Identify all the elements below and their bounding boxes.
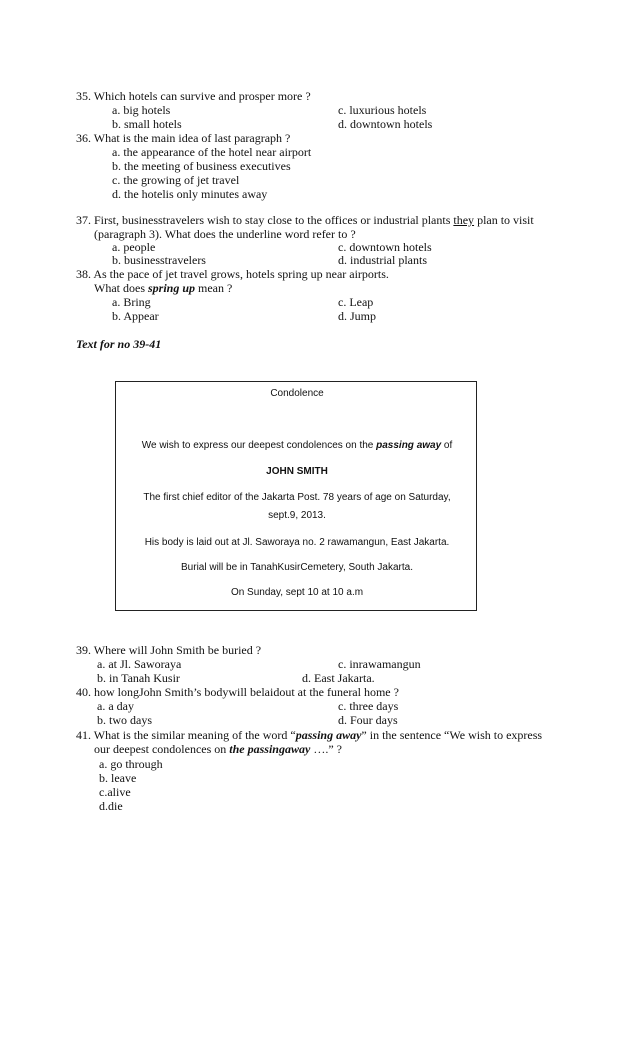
q38-option-d: d. Jump <box>338 309 377 323</box>
q36-option-b: b. the meeting of business executives <box>112 159 291 173</box>
condolence-notice <box>115 381 477 611</box>
q37-stem-line2: (paragraph 3). What does the underline word refer to ? <box>94 227 356 241</box>
q40-option-a: a. a day <box>97 699 134 713</box>
q35-stem: 35. Which hotels can survive and prosper more ? <box>76 89 311 103</box>
q38-stem: 38. As the pace of jet travel grows, hotels spring up near airports. <box>76 267 389 281</box>
notice-line1-post: of <box>441 440 453 451</box>
q36-stem: 36. What is the main idea of last paragraph ? <box>76 131 291 145</box>
q41-stem-line2 <box>94 742 342 756</box>
q37-option-d: d. industrial plants <box>338 253 427 267</box>
q40-option-d: d. Four days <box>338 713 398 727</box>
q37-stem <box>76 213 534 227</box>
q37-underlined-word: they <box>453 213 475 227</box>
q41-stem-post: ” in the sentence “We wish to express <box>361 728 543 742</box>
q40-stem: 40. how longJohn Smith’s bodywill belaidout at the funeral home ? <box>76 685 399 699</box>
q41-stem2-pre: our deepest condolences on <box>94 742 230 756</box>
notice-line6: Burial will be in TanahKusirCemetery, South Jakarta. <box>181 562 413 573</box>
notice-line7: On Sunday, sept 10 at 10 a.m <box>230 587 364 598</box>
notice-line1-pre: We wish to express our deepest condolences on the <box>141 440 377 451</box>
q38-emphasis: spring up <box>147 281 196 295</box>
q37-option-a: a. people <box>112 240 156 254</box>
q41-option-b: b. leave <box>99 771 137 785</box>
q41-stem-pre: 41. What is the similar meaning of the word “ <box>76 728 296 742</box>
q39-option-d: d. East Jakarta. <box>302 671 375 685</box>
q36-option-d: d. the hotelis only minutes away <box>112 187 268 201</box>
q37-option-b: b. businesstravelers <box>112 253 206 267</box>
q39-option-c: c. inrawamangun <box>338 657 421 671</box>
q41-option-d: d.die <box>99 799 123 813</box>
q35-option-d: d. downtown hotels <box>338 117 433 131</box>
q38-stem2-post: mean ? <box>195 281 233 295</box>
q36-option-a: a. the appearance of the hotel near airport <box>112 145 312 159</box>
notice-line5: His body is laid out at Jl. Saworaya no. 2 rawamangun, East Jakarta. <box>144 537 450 548</box>
notice-line1-emphasis: passing away <box>376 440 442 451</box>
q37-stem-post: plan to visit <box>474 213 534 227</box>
notice-line4: sept.9, 2013. <box>268 510 326 521</box>
q41-option-c: c.alive <box>99 785 131 799</box>
q35-option-a: a. big hotels <box>112 103 171 117</box>
notice-line3: The first chief editor of the Jakarta Post. 78 years of age on Saturday, <box>143 492 451 503</box>
q35-option-b: b. small hotels <box>112 117 182 131</box>
q38-stem2-pre: What does <box>94 281 148 295</box>
q38-option-b: b. Appear <box>112 309 159 323</box>
q40-option-c: c. three days <box>338 699 399 713</box>
q36-option-c: c. the growing of jet travel <box>112 173 240 187</box>
q41-stem <box>76 728 542 742</box>
q40-option-b: b. two days <box>97 713 152 727</box>
q39-stem: 39. Where will John Smith be buried ? <box>76 643 262 657</box>
q41-emphasis: passing away <box>295 728 362 742</box>
text-heading: Text for no 39-41 <box>76 337 162 351</box>
notice-name: JOHN SMITH <box>266 466 328 477</box>
q38-option-c: c. Leap <box>338 295 374 309</box>
notice-line1 <box>116 440 478 451</box>
q41-emphasis2: the passingaway <box>229 742 311 756</box>
q41-stem2-post: ….” ? <box>310 742 342 756</box>
q35-option-c: c. luxurious hotels <box>338 103 427 117</box>
q37-stem-pre: 37. First, businesstravelers wish to stay close to the offices or industrial plants <box>76 213 454 227</box>
q39-option-a: a. at Jl. Saworaya <box>97 657 182 671</box>
q38-stem-line2 <box>94 281 232 295</box>
q38-option-a: a. Bring <box>112 295 151 309</box>
q37-option-c: c. downtown hotels <box>338 240 432 254</box>
q39-option-b: b. in Tanah Kusir <box>97 671 180 685</box>
notice-title: Condolence <box>270 388 324 399</box>
q41-option-a: a. go through <box>99 757 163 771</box>
